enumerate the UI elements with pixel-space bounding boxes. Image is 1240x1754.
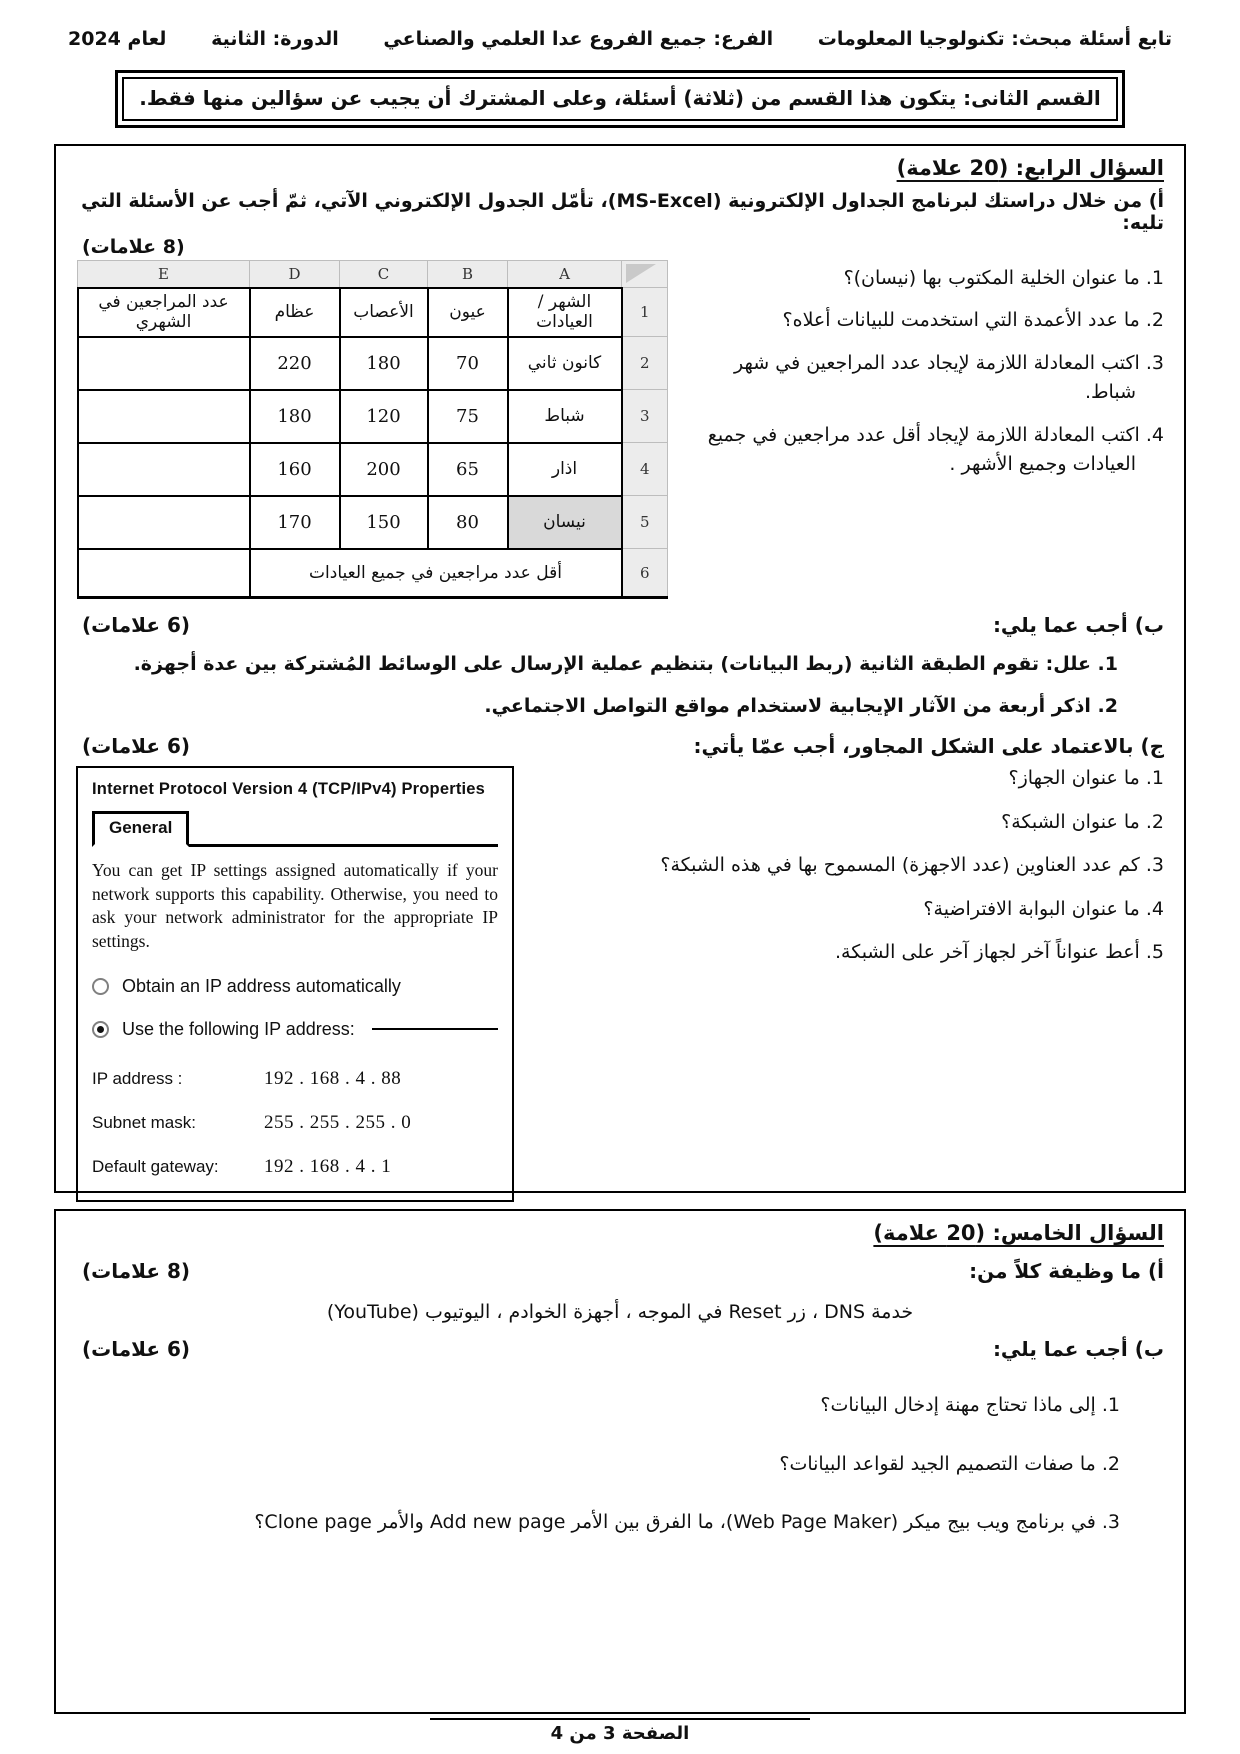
- q5-part-b-marks: (6 علامات): [82, 1337, 191, 1361]
- q4-part-c-header: [76, 734, 1164, 758]
- column-header-B: B: [428, 261, 508, 288]
- cell-B3: 75: [428, 390, 508, 443]
- sheet-row-1: [78, 288, 668, 337]
- exam-year: لعام 2024: [68, 28, 167, 50]
- page-number: الصفحة 3 من 4: [550, 1723, 690, 1744]
- cell-D2: 220: [250, 337, 340, 390]
- question-4-box: [54, 144, 1186, 1193]
- radio-obtain-automatically: [92, 976, 498, 997]
- ip-address-label: IP address :: [92, 1068, 183, 1088]
- radio-obtain-label: Obtain an IP address automatically: [122, 975, 401, 996]
- default-gateway-label: Default gateway:: [92, 1156, 219, 1176]
- radio-selected-icon: [92, 1021, 109, 1038]
- ip-address-field: [92, 1068, 498, 1090]
- ip-address-value: 192 . 168 . 4 . 88: [264, 1067, 402, 1089]
- q5-part-a-label: أ) ما وظيفة كلاً من:: [969, 1259, 1164, 1283]
- q4-b-question-2: 2. اذكر أربعة من الآثار الإيجابية لاستخدام مواقع التواصل الاجتماعي.: [484, 694, 1118, 717]
- cell-C4: 200: [340, 443, 428, 496]
- row-number-6: 6: [622, 549, 668, 598]
- cell-C3: 120: [340, 390, 428, 443]
- q4-a-question-3: 3. اكتب المعادلة اللازمة لإيجاد عدد المراجعين في شهر شباط.: [734, 351, 1164, 404]
- q4-b-question-1: 1. علل: تقوم الطبقة الثانية (ربط البيانات) بتنظيم عملية الإرسال على الوسائط المُشتركة بين عدة أجهزة.: [133, 653, 1118, 675]
- q4-a-question-1: 1. ما عنوان الخلية المكتوب بها (نيسان)؟: [843, 267, 1164, 289]
- cell-C1: الأعصاب: [340, 288, 428, 337]
- q5-b-question-1: 1. إلى ماذا تحتاج مهنة إدخال البيانات؟: [820, 1394, 1120, 1416]
- q4-a-question-4: 4. اكتب المعادلة اللازمة لإيجاد أقل عدد مراجعين في جميع العيادات وجميع الأشهر .: [707, 423, 1164, 476]
- q4-part-a-intro: أ) من خلال دراستك لبرنامج الجداول الإلكترونية (MS-Excel)، تأمّل الجدول الإلكتروني الآتي، ثمّ أجب عن الأسئلة التي تليه:: [81, 190, 1164, 234]
- sheet-column-header-row: [78, 261, 668, 288]
- cell-D5: 170: [250, 496, 340, 549]
- row-number-1: 1: [622, 288, 668, 337]
- cell-B4: 65: [428, 443, 508, 496]
- q4-c-question-1: 1. ما عنوان الجهاز؟: [1008, 767, 1164, 789]
- cell-B1: عيون: [428, 288, 508, 337]
- excel-sheet-wrapper: [76, 260, 668, 599]
- cell-B2: 70: [428, 337, 508, 390]
- cell-D4: 160: [250, 443, 340, 496]
- cell-B5: 80: [428, 496, 508, 549]
- radio-use-label: Use the following IP address:: [122, 1018, 355, 1039]
- q4-part-c-questions: [526, 762, 1164, 1202]
- question-4-title: السؤال الرابع: (20 علامة): [896, 156, 1164, 180]
- cell-D3: 180: [250, 390, 340, 443]
- cell-E6: [78, 549, 250, 598]
- question-5-title: السؤال الخامس: (20 علامة): [873, 1221, 1164, 1245]
- q4-c-question-5: 5. أعط عنواناً آخر لجهاز آخر على الشبكة.: [834, 941, 1164, 963]
- q5-a-items: خدمة DNS ، زر Reset في الموجه ، أجهزة الخوادم ، اليوتيوب (YouTube): [326, 1301, 914, 1323]
- dialog-description: You can get IP settings assigned automatically if your network supports this capability. Otherwise, you need to ask your network administrator for the appropriate IP settings.: [92, 860, 498, 951]
- footer-divider: [430, 1718, 810, 1720]
- q4-part-c-marks: (6 علامات): [82, 734, 191, 758]
- excel-sheet: [77, 260, 669, 599]
- tab-general: General: [92, 811, 189, 847]
- row-number-3: 3: [622, 390, 668, 443]
- column-header-A: A: [508, 261, 622, 288]
- page-footer: [54, 1714, 1186, 1754]
- q5-b-question-2: 2. ما صفات التصميم الجيد لقواعد البيانات؟: [779, 1452, 1120, 1475]
- dialog-title: Internet Protocol Version 4 (TCP/IPv4) Properties: [92, 780, 486, 798]
- q5-part-a-marks: (8 علامات): [82, 1259, 191, 1283]
- q4-part-c-row: [76, 762, 1164, 1202]
- ipv4-properties-dialog: [76, 766, 514, 1202]
- divider-line: [372, 1028, 498, 1030]
- subnet-mask-value: 255 . 255 . 255 . 0: [264, 1111, 412, 1133]
- q4-part-a-marks: (8 علامات): [82, 236, 185, 258]
- radio-use-following: [92, 1019, 498, 1040]
- exam-branch: الفرع: جميع الفروع عدا العلمي والصناعي: [383, 28, 774, 50]
- q4-part-c-label: ج) بالاعتماد على الشكل المجاور، أجب عمّا يأتي:: [693, 734, 1164, 758]
- row-number-2: 2: [622, 337, 668, 390]
- cell-E3: [78, 390, 250, 443]
- q5-b-question-3: 3. في برنامج ويب بيج ميكر (Web Page Maker)، ما الفرق بين الأمر Add new page والأمر Clone page؟: [254, 1511, 1120, 1533]
- cell-A4: اذار: [508, 443, 622, 496]
- subnet-mask-label: Subnet mask:: [92, 1112, 196, 1132]
- cell-C2: 180: [340, 337, 428, 390]
- column-header-E: E: [78, 261, 250, 288]
- q4-c-question-4: 4. ما عنوان البوابة الافتراضية؟: [923, 897, 1164, 920]
- cell-C5: 150: [340, 496, 428, 549]
- cell-A6-D6-merged: أقل عدد مراجعين في جميع العيادات: [250, 549, 622, 598]
- cell-A1: الشهر / العيادات: [508, 288, 622, 337]
- row-number-5: 5: [622, 496, 668, 549]
- radio-unselected-icon: [92, 978, 109, 995]
- cell-A2: كانون ثاني: [508, 337, 622, 390]
- column-header-C: C: [340, 261, 428, 288]
- q5-part-b-header: [76, 1337, 1164, 1361]
- sheet-row-4: [78, 443, 668, 496]
- column-header-D: D: [250, 261, 340, 288]
- cell-E2: [78, 337, 250, 390]
- q4-part-b-marks: (6 علامات): [82, 613, 191, 637]
- select-all-icon: [626, 264, 656, 283]
- exam-subject: تابع أسئلة مبحث: تكنولوجيا المعلومات: [817, 28, 1172, 50]
- cell-A5: نيسان: [508, 496, 622, 549]
- dialog-tabstrip: [92, 811, 498, 847]
- question-5-box: [54, 1209, 1186, 1714]
- cell-E5: [78, 496, 250, 549]
- cell-E4: [78, 443, 250, 496]
- q4-part-b-header: [76, 613, 1164, 637]
- q5-part-a-header: [76, 1259, 1164, 1283]
- q5-part-b-label: ب) أجب عما يلي:: [992, 1337, 1164, 1361]
- q4-a-question-2: 2. ما عدد الأعمدة التي استخدمت للبيانات أعلاه؟: [782, 309, 1164, 332]
- sheet-row-6: [78, 549, 668, 598]
- page-header: [54, 24, 1186, 50]
- sheet-row-2: [78, 337, 668, 390]
- row-number-4: 4: [622, 443, 668, 496]
- cell-A3: شباط: [508, 390, 622, 443]
- exam-session: الدورة: الثانية: [211, 28, 339, 50]
- q4-part-b-label: ب) أجب عما يلي:: [992, 613, 1164, 637]
- sheet-corner-cell: [622, 261, 668, 288]
- q4-part-a-row: [76, 260, 1164, 599]
- sheet-row-3: [78, 390, 668, 443]
- default-gateway-field: [92, 1156, 498, 1178]
- q4-c-question-3: 3. كم عدد العناوين (عدد الاجهزة) المسموح بها في هذه الشبكة؟: [660, 854, 1164, 876]
- q4-c-question-2: 2. ما عنوان الشبكة؟: [1001, 810, 1164, 833]
- cell-D1: عظام: [250, 288, 340, 337]
- cell-E1: عدد المراجعين في الشهري: [78, 288, 250, 337]
- default-gateway-value: 192 . 168 . 4 . 1: [264, 1155, 392, 1177]
- subnet-mask-field: [92, 1112, 498, 1134]
- q4-part-a-questions: [678, 260, 1164, 599]
- section-notice: القسم الثانى: يتكون هذا القسم من (ثلاثة) أسئلة، وعلى المشترك أن يجيب عن سؤالين منها فقط.: [115, 70, 1125, 128]
- sheet-row-5: [78, 496, 668, 549]
